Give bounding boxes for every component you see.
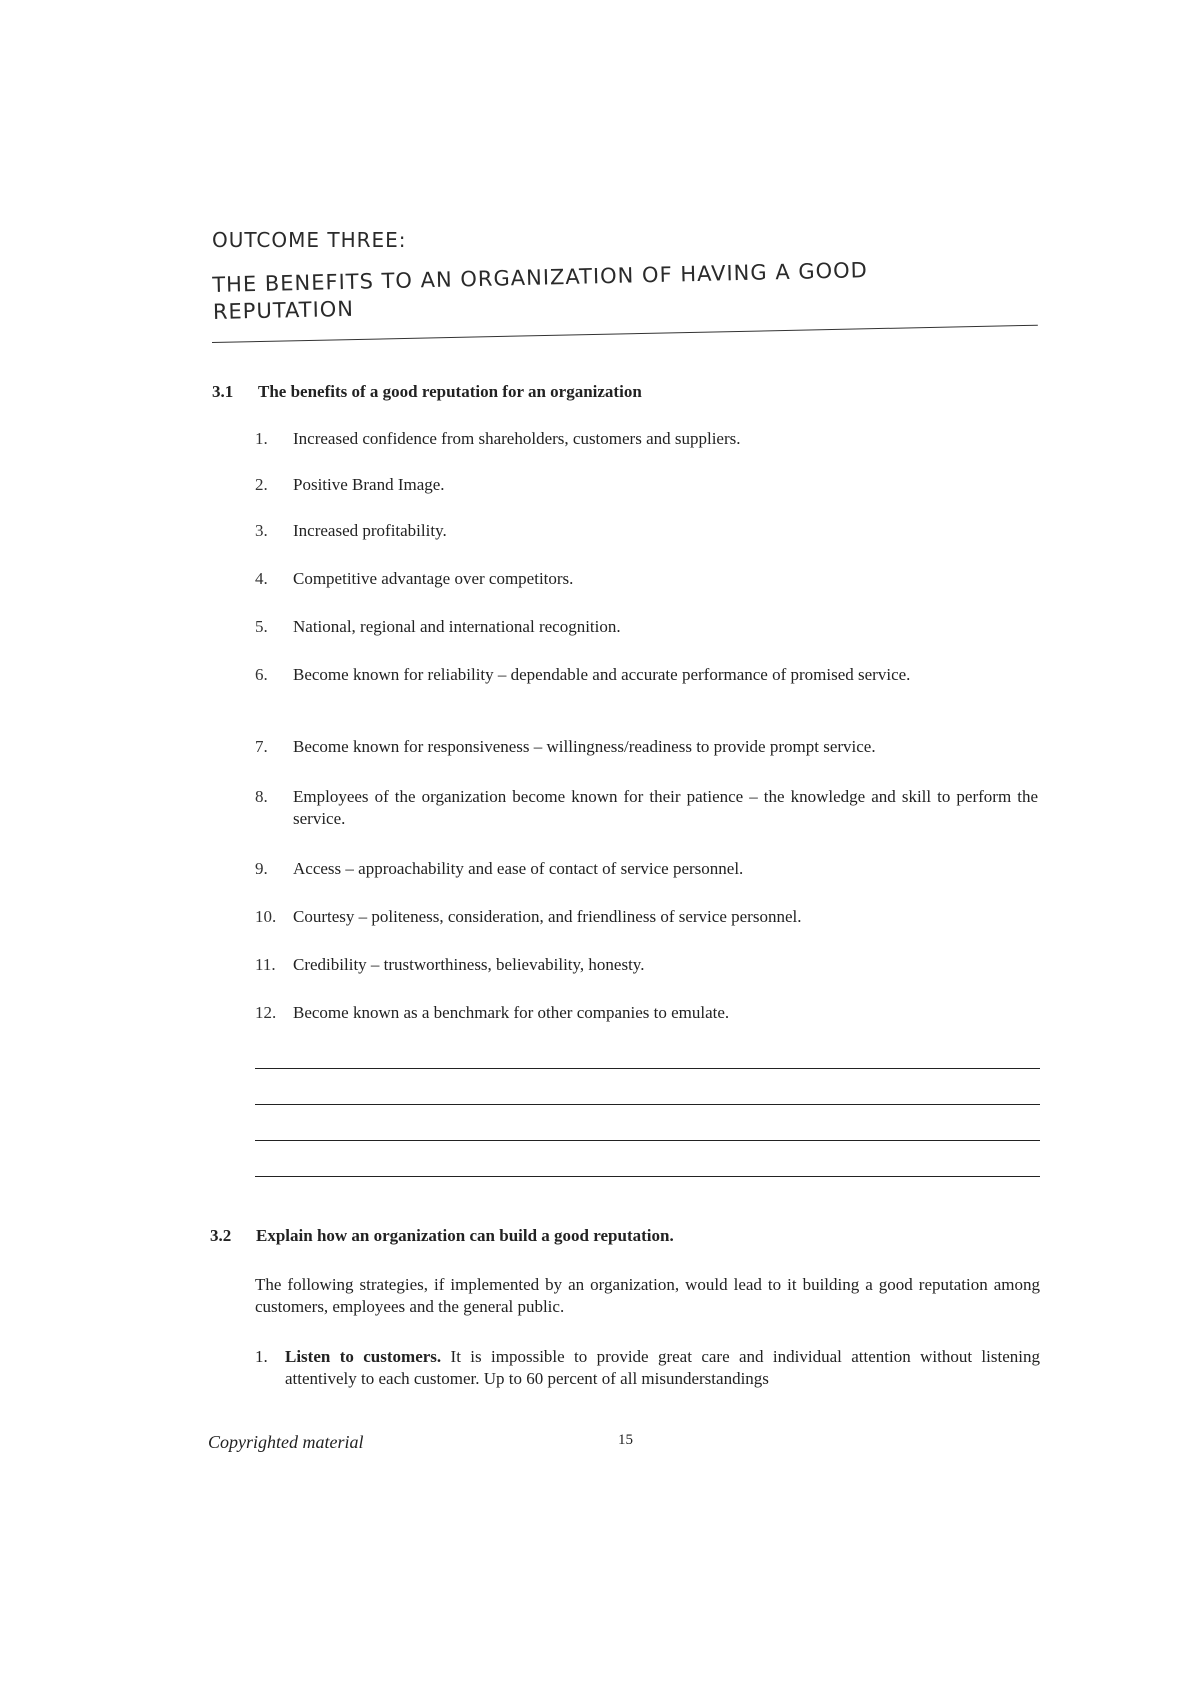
strategy-number: 1.: [255, 1347, 268, 1366]
section-heading-text: Explain how an organization can build a good reputation.: [256, 1226, 674, 1245]
item-text: National, regional and international recognition.: [293, 617, 621, 636]
item-number: 4.: [255, 569, 268, 588]
section-3-2-heading: [210, 1226, 1010, 1250]
item-text: Positive Brand Image.: [293, 475, 445, 494]
item-number: 12.: [255, 1003, 277, 1022]
item-number: 2.: [255, 475, 268, 494]
section-number: 3.1: [212, 382, 234, 401]
item-text: Increased profitability.: [293, 521, 447, 540]
intro-paragraph: The following strategies, if implemented by an organization, would lead to it building a good reputation among customers, employees and the general public.: [255, 1275, 1040, 1316]
section-title-line1: THE BENEFITS TO AN ORGANIZATION OF HAVING A GOOD: [212, 258, 869, 297]
strategy-lead: Listen to customers.: [285, 1347, 442, 1366]
item-number: 10.: [255, 907, 277, 926]
section-number: 3.2: [210, 1226, 232, 1245]
item-number: 3.: [255, 521, 268, 540]
answer-line: [255, 1068, 1040, 1069]
item-number: 9.: [255, 859, 268, 878]
item-text: Employees of the organization become known for their patience – the knowledge and skill to perform the service.: [293, 787, 1038, 828]
answer-line: [255, 1104, 1040, 1105]
item-number: 6.: [255, 665, 268, 684]
section-3-1-heading: [212, 382, 1012, 406]
item-text: Become known as a benchmark for other companies to emulate.: [293, 1003, 730, 1022]
item-text: Access – approachability and ease of contact of service personnel.: [293, 859, 744, 878]
answer-line: [255, 1140, 1040, 1141]
item-number: 7.: [255, 737, 268, 756]
section-title: [212, 255, 973, 326]
answer-line: [255, 1176, 1040, 1177]
item-number: 11.: [255, 955, 276, 974]
section-heading-text: The benefits of a good reputation for an organization: [258, 382, 642, 401]
title-underline: [212, 325, 1038, 343]
item-text: Become known for reliability – dependable and accurate performance of promised service.: [293, 665, 911, 684]
strategy-text-block: [285, 1346, 1040, 1390]
copyright-notice: Copyrighted material: [208, 1432, 364, 1452]
item-number: 8.: [255, 787, 268, 806]
page-number: 15: [618, 1432, 633, 1448]
outcome-label: OUTCOME THREE:: [212, 228, 407, 252]
item-text: Credibility – trustworthiness, believability, honesty.: [293, 955, 645, 974]
item-text: Courtesy – politeness, consideration, and friendliness of service personnel.: [293, 907, 802, 926]
strategy-text: It is impossible to provide great care and individual attention without listening attentively to each customer. Up to 60 percent of all misunderstandings: [285, 1347, 1040, 1388]
section-title-line2: REPUTATION: [212, 296, 355, 324]
item-text: Competitive advantage over competitors.: [293, 569, 574, 588]
item-number: 1.: [255, 429, 268, 448]
item-text: Increased confidence from shareholders, customers and suppliers.: [293, 429, 741, 448]
item-text: Become known for responsiveness – willingness/readiness to provide prompt service.: [293, 737, 876, 756]
item-number: 5.: [255, 617, 268, 636]
